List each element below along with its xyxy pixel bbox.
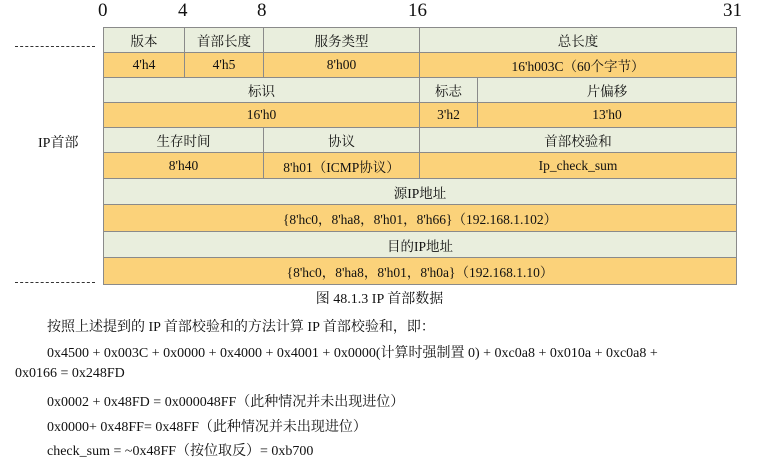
- ihl-value: 4'h5: [184, 52, 264, 78]
- checksum-carry-line-2: 0x0000+ 0x48FF= 0x48FF（此种情况并未出现进位）: [47, 420, 367, 435]
- version-label: 版本: [103, 27, 185, 53]
- checksum-sum-line-2: 0x0166 = 0x248FD: [15, 366, 125, 381]
- ttl-value: 8'h40: [103, 152, 264, 179]
- checksum-label: 首部校验和: [419, 127, 737, 153]
- protocol-label: 协议: [263, 127, 420, 153]
- header-bottom-dashed-line: [15, 282, 95, 283]
- version-value: 4'h4: [103, 52, 185, 78]
- tos-value: 8'h00: [263, 52, 420, 78]
- destination-ip-value: {8'hc0，8'ha8，8'h01，8'h0a}（192.168.1.10）: [103, 257, 737, 285]
- paragraph-intro: 按照上述提到的 IP 首部校验和的方法计算 IP 首部校验和，即：: [47, 320, 435, 335]
- tos-label: 服务类型: [263, 27, 420, 53]
- bit-label-31: 31: [723, 0, 742, 21]
- ihl-label: 首部长度: [184, 27, 264, 53]
- protocol-value: 8'h01（ICMP协议）: [263, 152, 420, 179]
- bit-label-0: 0: [98, 0, 108, 21]
- checksum-value: Ip_check_sum: [419, 152, 737, 179]
- destination-ip-label: 目的IP地址: [103, 231, 737, 258]
- figure-caption: 图 48.1.3 IP 首部数据: [315, 292, 444, 307]
- checksum-sum-line-1: 0x4500 + 0x003C + 0x0000 + 0x4000 + 0x4001 + 0x0000(计算时强制置 0) + 0xc0a8 + 0x010a + 0xc0a8 +: [47, 346, 658, 361]
- bit-label-8: 8: [257, 0, 267, 21]
- source-ip-value: {8'hc0，8'ha8，8'h01，8'h66}（192.168.1.102）: [103, 204, 737, 232]
- checksum-result-line: check_sum = ~0x48FF（按位取反）= 0xb700: [47, 444, 314, 459]
- flags-value: 3'h2: [419, 102, 478, 128]
- total-length-value: 16'h003C（60个字节）: [419, 52, 737, 78]
- source-ip-label: 源IP地址: [103, 178, 737, 205]
- bit-label-4: 4: [178, 0, 188, 21]
- ip-header-label: IP首部: [38, 136, 79, 151]
- identification-label: 标识: [103, 77, 420, 103]
- checksum-carry-line-1: 0x0002 + 0x48FD = 0x000048FF（此种情况并未出现进位）: [47, 395, 405, 410]
- fragment-offset-label: 片偏移: [477, 77, 737, 103]
- header-top-dashed-line: [15, 46, 95, 47]
- identification-value: 16'h0: [103, 102, 420, 128]
- ttl-label: 生存时间: [103, 127, 264, 153]
- bit-label-16: 16: [408, 0, 427, 21]
- total-length-label: 总长度: [419, 27, 737, 53]
- fragment-offset-value: 13'h0: [477, 102, 737, 128]
- flags-label: 标志: [419, 77, 478, 103]
